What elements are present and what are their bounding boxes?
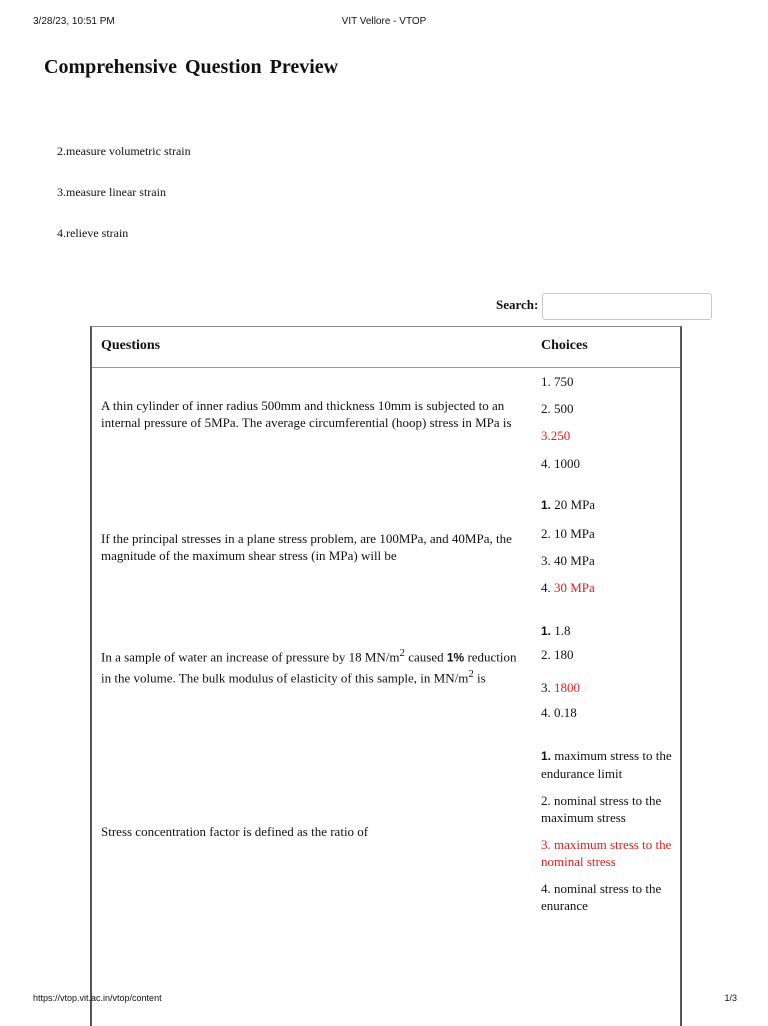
option-item: 2.measure volumetric strain [57, 144, 191, 158]
choice-item: 1. 750 [541, 374, 574, 389]
question-text: In a sample of water an increase of pressure by 18 $MN/m^2$ caused 1% reduction in the volume. The bulk modulus of elasticity of this sample, in $MN/m^2$ is [101, 647, 517, 686]
choice-item: 4. 1000 [541, 456, 580, 471]
question-text: If the principal stresses in a plane stress problem, are 100MPa, and 40MPa, the magnitude of the maximum shear stress (in MPa) will be [101, 531, 512, 563]
choice-item: 4. nominal stress to the enurance [541, 881, 662, 913]
search-input[interactable] [542, 293, 712, 320]
print-page-number: 1/3 [724, 993, 737, 1003]
option-item: 3.measure linear strain [57, 185, 166, 199]
choice-item: 1. 1.8 [541, 623, 571, 638]
choice-item: 2. 500 [541, 401, 574, 416]
choice-item: 3. 40 MPa [541, 553, 595, 568]
choice-correct-value: 30 MPa [554, 580, 595, 595]
previous-question-options [57, 144, 191, 267]
choice-correct-value: 1800 [554, 680, 580, 695]
print-datetime: 3/28/23, 10:51 PM [33, 16, 115, 27]
questions-table [90, 326, 682, 1026]
print-site-title: VIT Vellore - VTOP [341, 16, 427, 27]
choice-item-correct: 3. maximum stress to the nominal stress [541, 837, 672, 869]
choice-item: 4. 30 MPa [541, 580, 595, 595]
table-header-row [92, 327, 680, 368]
column-header-choices[interactable]: Choices [541, 338, 588, 353]
choice-item: 3. 1800 [541, 680, 580, 695]
choice-item: 4. 0.18 [541, 705, 577, 720]
column-header-questions[interactable]: Questions [101, 338, 161, 353]
question-text: A thin cylinder of inner radius 500mm and thickness 10mm is subjected to an internal pressure of 5MPa. The average circumferential (hoop) stress in MPa is [101, 398, 512, 430]
option-item: 4.relieve strain [57, 226, 129, 240]
choice-item: 2. nominal stress to the maximum stress [541, 793, 662, 825]
choice-item-correct: 3.250 [541, 428, 571, 443]
choice-item: 1. maximum stress to the endurance limit [541, 748, 672, 781]
print-url: https://vtop.vit.ac.in/vtop/content [33, 993, 162, 1003]
choice-item: 1. 20 MPa [541, 497, 596, 512]
question-text: Stress concentration factor is defined as the ratio of [101, 824, 369, 839]
choice-item: 2. 10 MPa [541, 526, 595, 541]
page-title: Comprehensive Question Preview [44, 56, 339, 78]
choice-item: 2. 180 [541, 647, 574, 662]
search-label: Search: [496, 297, 539, 312]
